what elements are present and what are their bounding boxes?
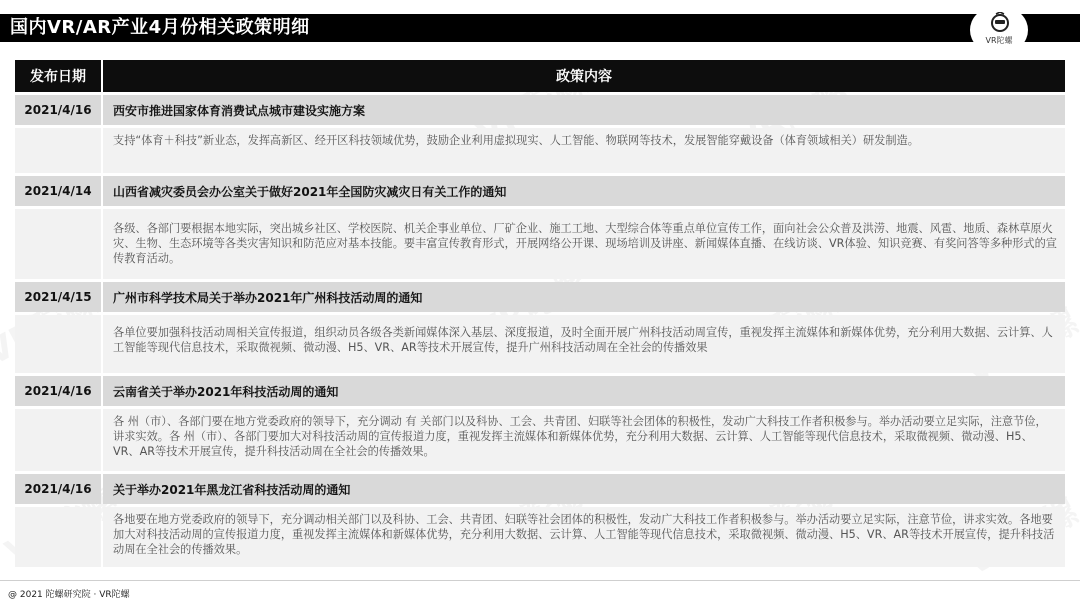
- policy-title: 西安市推进国家体育消费试点城市建设实施方案: [103, 95, 1065, 125]
- table-row-body: [15, 315, 1065, 373]
- footer-divider: [0, 580, 1080, 581]
- table-row: [15, 176, 1065, 206]
- table-row: [15, 95, 1065, 125]
- table-row-body: [15, 128, 1065, 173]
- title-bar: [0, 14, 1080, 42]
- policy-date: 2021/4/16: [15, 376, 101, 406]
- policy-date: 2021/4/15: [15, 282, 101, 312]
- policy-table: [15, 60, 1065, 567]
- policy-date: 2021/4/16: [15, 95, 101, 125]
- empty-cell: [15, 315, 101, 373]
- policy-body: 各单位要加强科技活动周相关宣传报道，组织动员各级各类新闻媒体深入基层、深度报道，及时全面开展广州科技活动周宣传，重视发挥主流媒体和新媒体优势，充分利用大数据、云计算、人工智能等现代信息技术，采取微视频、微动漫、H5、VR、AR等技术开展宣传，提升广州科技活动周在全社会的传播效果: [103, 315, 1065, 373]
- table-header: [15, 60, 1065, 92]
- vr-gyro-logo-icon: [990, 12, 1010, 34]
- empty-cell: [15, 507, 101, 567]
- column-header-content: 政策内容: [103, 60, 1065, 92]
- table-row-body: [15, 409, 1065, 471]
- table-row-body: [15, 507, 1065, 567]
- page-title: 国内VR/AR产业4月份相关政策明细: [10, 17, 310, 38]
- footer-copyright: @ 2021 陀螺研究院 · VR陀螺: [8, 590, 130, 600]
- empty-cell: [15, 128, 101, 173]
- empty-cell: [15, 409, 101, 471]
- table-row-body: [15, 209, 1065, 279]
- policy-title: 云南省关于举办2021年科技活动周的通知: [103, 376, 1065, 406]
- policy-body: 各地要在地方党委政府的领导下，充分调动相关部门以及科协、工会、共青团、妇联等社会团体的积极性，发动广大科技工作者积极参与。举办活动要立足实际，注意节俭，讲求实效。各地要加大对科技活动周的宣传报道力度，重视发挥主流媒体和新媒体优势，充分利用大数据、云计算、人工智能等现代信息技术，采取微视频、微动漫、H5、VR、AR等技术开展宣传，提升科技活动周在全社会的传播效果。: [103, 507, 1065, 567]
- policy-date: 2021/4/16: [15, 474, 101, 504]
- column-header-date: 发布日期: [15, 60, 101, 92]
- policy-body: 各 州（市）、各部门要在地方党委政府的领导下，充分调动 有 关部门以及科协、工会、共青团、妇联等社会团体的积极性，发动广大科技工作者积极参与。举办活动要立足实际，注意节俭，讲求实效。各 州（市）、各部门要加大对科技活动周的宣传报道力度，重视发挥主流媒体和新媒体优势，充分利用大数据、云计算、人工智能等现代信息技术，采取微视频、微动漫、H5、VR、AR等技术开展宣传，提升科技活动周在全社会的传播效果。: [103, 409, 1065, 471]
- policy-title: 关于举办2021年黑龙江省科技活动周的通知: [103, 474, 1065, 504]
- policy-body: 支持“体育＋科技”新业态，发挥高新区、经开区科技领域优势，鼓励企业利用虚拟现实、人工智能、物联网等技术，发展智能穿戴设备（体育领域相关）研发制造。: [103, 128, 1065, 173]
- empty-cell: [15, 209, 101, 279]
- policy-body: 各级、各部门要根据本地实际，突出城乡社区、学校医院、机关企事业单位、厂矿企业、施工工地、大型综合体等重点单位宣传工作，面向社会公众普及洪涝、地震、风雹、地质、森林草原火灾、生物、生态环境等各类灾害知识和防范应对基本技能。要丰富宣传教育形式，开展网络公开课、现场培训及讲座、新闻媒体直播、在线访谈、VR体验、知识竞赛、有奖问答等多种形式的宣传教育活动。: [103, 209, 1065, 279]
- table-row: [15, 376, 1065, 406]
- table-row: [15, 282, 1065, 312]
- policy-title: 山西省减灾委员会办公室关于做好2021年全国防灾减灾日有关工作的通知: [103, 176, 1065, 206]
- logo-text: VR陀螺: [985, 36, 1013, 45]
- logo: [970, 8, 1028, 52]
- policy-title: 广州市科学技术局关于举办2021年广州科技活动周的通知: [103, 282, 1065, 312]
- table-row: [15, 474, 1065, 504]
- policy-date: 2021/4/14: [15, 176, 101, 206]
